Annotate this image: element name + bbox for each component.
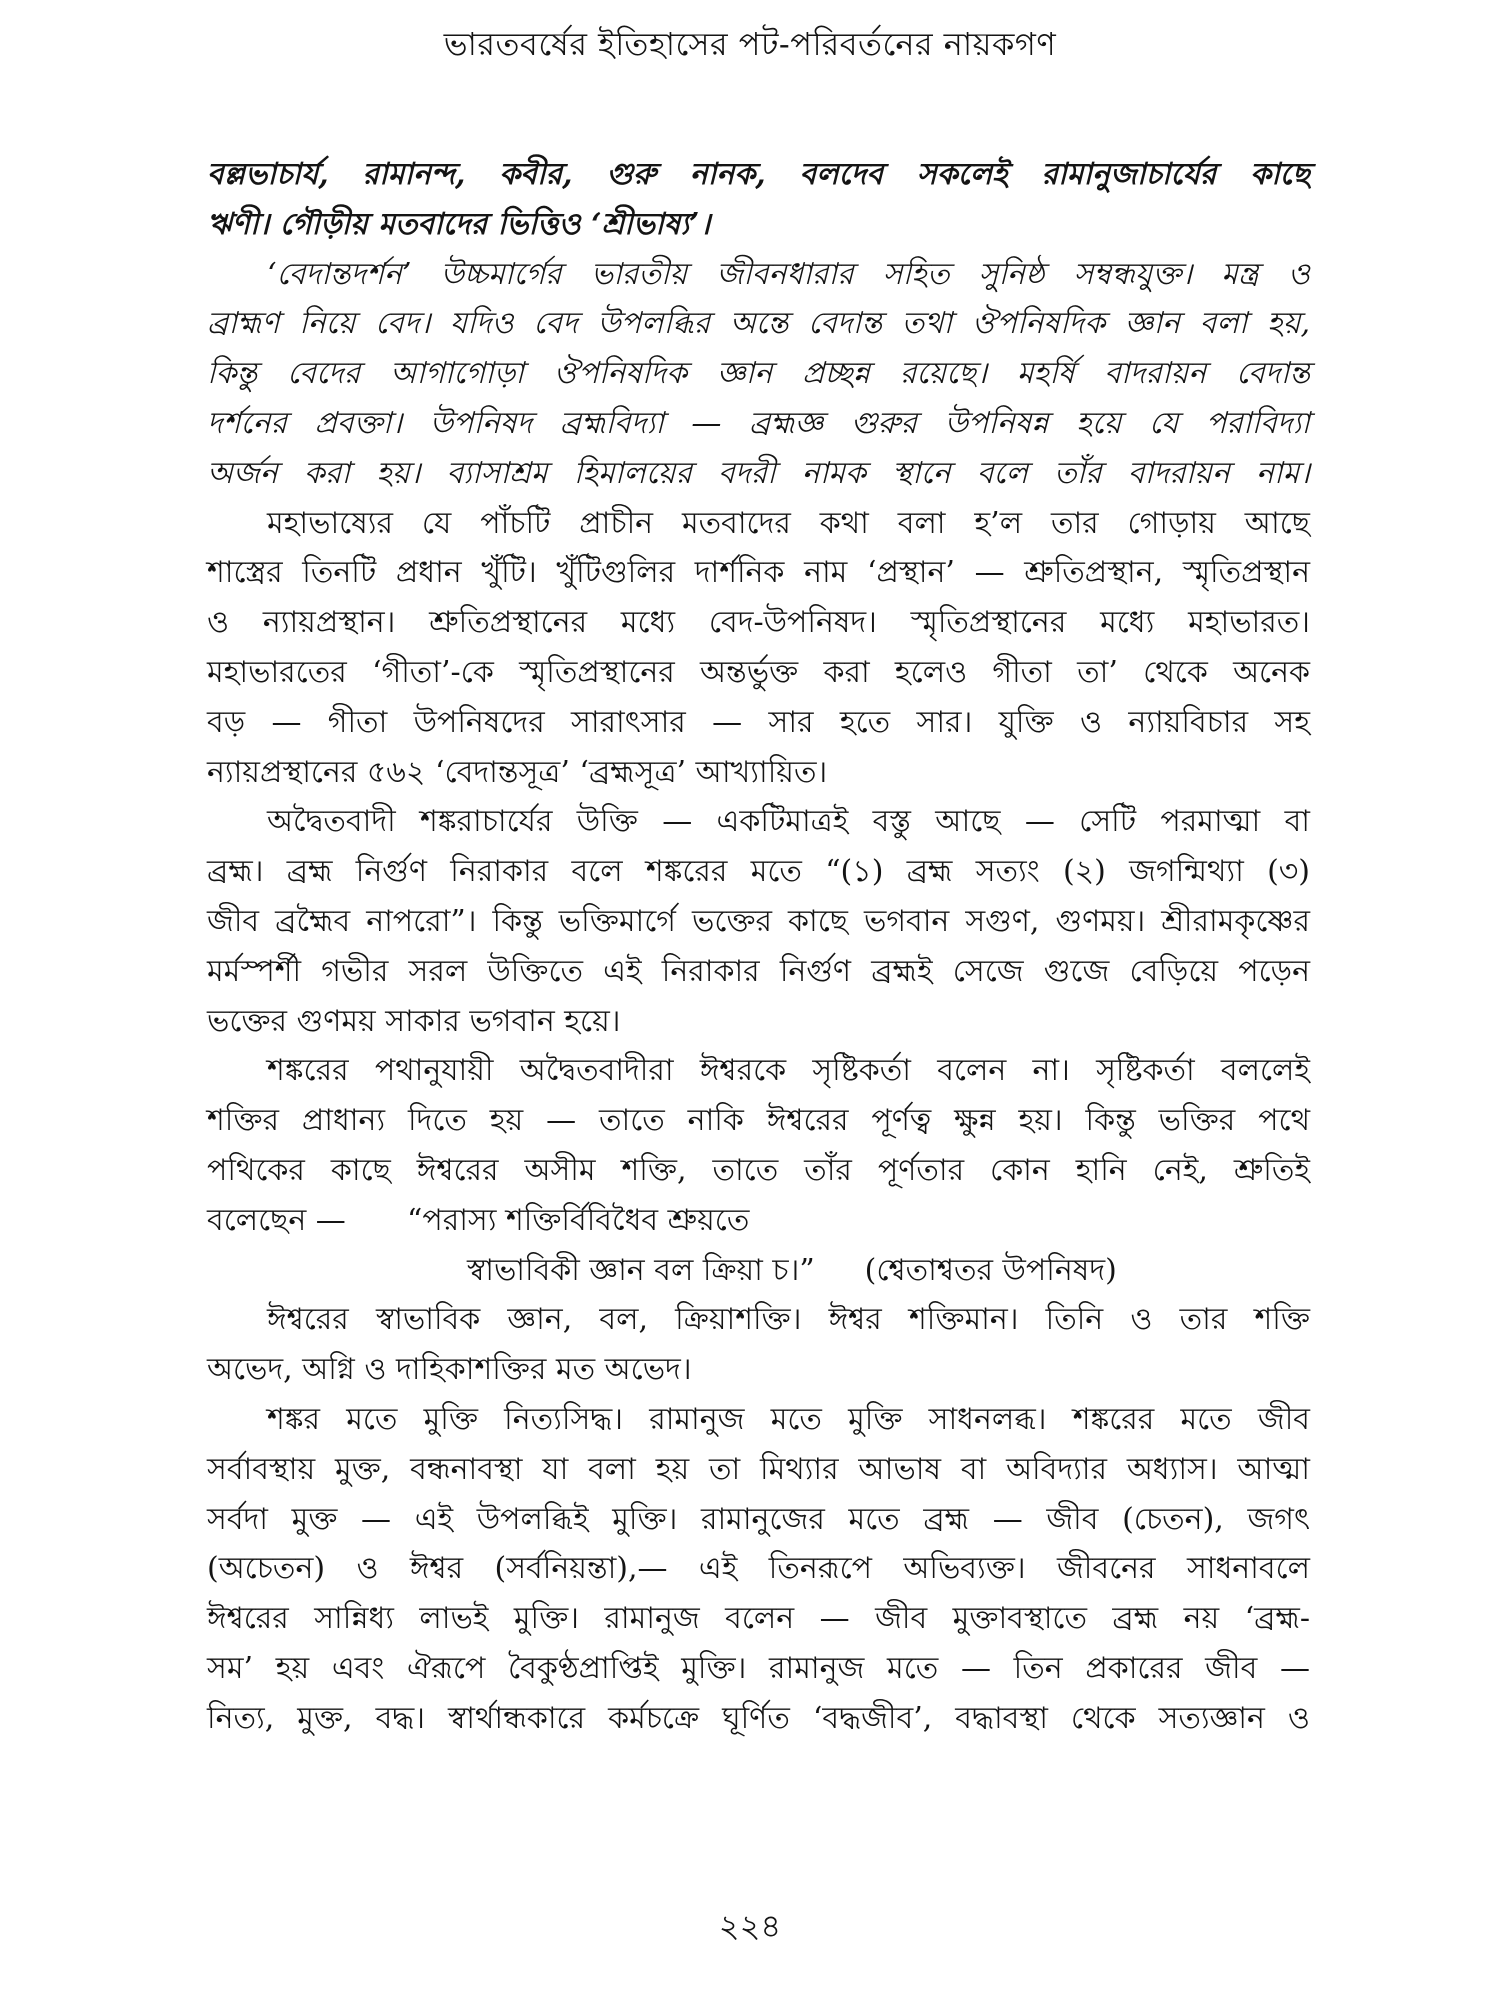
text-line: অভেদ, অগ্নি ও দাহিকাশক্তির মত অভেদ। bbox=[207, 1352, 692, 1388]
text-line: ভক্তের গুণময় সাকার ভগবান হয়ে। bbox=[207, 1003, 621, 1039]
text-line: (অচেতন) ও ঈশ্বর (সর্বনিয়ন্তা),— এই তিনরূপে অভিব্যক্ত। জীবনের সাধনাবলে bbox=[207, 1551, 1310, 1587]
text-line: সর্বাবস্থায় মুক্ত, বন্ধনাবস্থা যা বলা হয় তা মিথ্যার আভাষ বা অবিদ্যার অধ্যাস। আত্মা bbox=[207, 1451, 1310, 1487]
text-line: জীব ব্রহ্মৈব নাপরো”। কিন্তু ভক্তিমার্গে ভক্তের কাছে ভগবান সগুণ, গুণময়। শ্রীরামকৃষ্ণের bbox=[207, 903, 1310, 939]
verse-text: “পরাস্য শক্তির্বিবিধৈব শ্রুয়তে bbox=[407, 1202, 750, 1238]
text-line: মর্মস্পর্শী গভীর সরল উক্তিতে এই নিরাকার নির্গুণ ব্রহ্মই সেজে গুজে বেড়িয়ে পড়েন bbox=[207, 953, 1310, 989]
text-line: কিন্তু বেদের আগাগোড়া ঔপনিষদিক জ্ঞান প্রচ্ছন্ন রয়েছে। মহর্ষি বাদরায়ন বেদান্ত bbox=[207, 356, 1310, 392]
paragraph-3 bbox=[207, 499, 1310, 798]
paragraph-6 bbox=[207, 1295, 1310, 1395]
text-line: সর্বদা মুক্ত — এই উপলব্ধিই মুক্তি। রামানুজের মতে ব্রহ্ম — জীব (চেতন), জগৎ bbox=[207, 1501, 1310, 1537]
running-header: ভারতবর্ষের ইতিহাসের পট-পরিবর্তনের নায়কগণ bbox=[443, 25, 1057, 63]
paragraph-1 bbox=[207, 150, 1310, 250]
text-line: মহাভারতের ‘গীতা’-কে স্মৃতিপ্রস্থানের অন্তর্ভুক্ত করা হলেও গীতা তা’ থেকে অনেক bbox=[207, 654, 1310, 690]
text-line: মহাভাষ্যের যে পাঁচটি প্রাচীন মতবাদের কথা বলা হ’ল তার গোড়ায় আছে bbox=[267, 505, 1310, 541]
text-line: নিত্য, মুক্ত, বদ্ধ। স্বার্থান্ধকারে কর্মচক্রে ঘূর্ণিত ‘বদ্ধজীব’, বদ্ধাবস্থা থেকে সত্যজ্ঞান ও bbox=[207, 1700, 1310, 1736]
text-line: ও ন্যায়প্রস্থান। শ্রুতিপ্রস্থানের মধ্যে বেদ-উপনিষদ। স্মৃতিপ্রস্থানের মধ্যে মহাভারত। bbox=[207, 605, 1310, 641]
text-line: ঈশ্বরের সান্নিধ্য লাভই মুক্তি। রামানুজ বলেন — জীব মুক্তাবস্থাতে ব্রহ্ম নয় ‘ব্রহ্ম- bbox=[207, 1601, 1310, 1637]
text-line: শক্তির প্রাধান্য দিতে হয় — তাতে নাকি ঈশ্বরের পূর্ণত্ব ক্ষুন্ন হয়। কিন্তু ভক্তির পথে bbox=[207, 1103, 1310, 1139]
paragraph-4 bbox=[207, 797, 1310, 1046]
text-line: শাস্ত্রের তিনটি প্রধান খুঁটি। খুঁটিগুলির দার্শনিক নাম ‘প্রস্থান’ — শ্রুতিপ্রস্থান, স্মৃতিপ্রস্থান bbox=[207, 555, 1310, 591]
page-number: ২২৪ bbox=[718, 1907, 782, 1945]
text-line: শঙ্কর মতে মুক্তি নিত্যসিদ্ধ। রামানুজ মতে মুক্তি সাধনলব্ধ। শঙ্করের মতে জীব bbox=[267, 1401, 1310, 1437]
verse-line-1 bbox=[207, 1196, 1310, 1246]
text-line: ঋণী। গৌড়ীয় মতবাদের ভিত্তিও ‘শ্রীভাষ্য’। bbox=[207, 206, 711, 242]
text-line: শঙ্করের পথানুযায়ী অদ্বৈতবাদীরা ঈশ্বরকে সৃষ্টিকর্তা বলেন না। সৃষ্টিকর্তা বললেই bbox=[267, 1053, 1310, 1089]
text-line: বল্লভাচার্য, রামানন্দ, কবীর, গুরু নানক, বলদেব সকলেই রামানুজাচার্যের কাছে bbox=[207, 157, 1310, 192]
text-line: ন্যায়প্রস্থানের ৫৬২ ‘বেদান্তসূত্র’ ‘ব্রহ্মসূত্র’ আখ্যায়িত। bbox=[207, 754, 828, 790]
paragraph-7 bbox=[207, 1395, 1310, 1744]
text-line: অদ্বৈতবাদী শঙ্করাচার্যের উক্তি — একটিমাত্রই বস্তু আছে — সেটি পরমাত্মা বা bbox=[267, 804, 1310, 840]
text-line: ব্রহ্ম। ব্রহ্ম নির্গুণ নিরাকার বলে শঙ্করের মতে “(১) ব্রহ্ম সত্যং (২) জগন্মিথ্যা (৩) bbox=[207, 854, 1310, 890]
text-line: অর্জন করা হয়। ব্যাসাশ্রম হিমালয়ের বদরী নামক স্থানে বলে তাঁর বাদরায়ন নাম। bbox=[207, 455, 1310, 491]
verse-text: স্বাভাবিকী জ্ঞান বল ক্রিয়া চ।” bbox=[467, 1252, 815, 1288]
paragraph-5 bbox=[207, 1046, 1310, 1295]
paragraph-2 bbox=[207, 250, 1310, 499]
text-line: দর্শনের প্রবক্তা। উপনিষদ ব্রহ্মবিদ্যা — ব্রহ্মজ্ঞ গুরুর উপনিষন্ন হয়ে যে পরাবিদ্যা bbox=[207, 405, 1310, 441]
text-line: বড় — গীতা উপনিষদের সারাৎসার — সার হতে সার। যুক্তি ও ন্যায়বিচার সহ bbox=[207, 704, 1310, 740]
verse-line-2 bbox=[207, 1246, 1310, 1296]
text-line: ব্রাহ্মণ নিয়ে বেদ। যদিও বেদ উপলব্ধির অন্তে বেদান্ত তথা ঔপনিষদিক জ্ঞান বলা হয়, bbox=[207, 306, 1310, 342]
text-line: পথিকের কাছে ঈশ্বরের অসীম শক্তি, তাতে তাঁর পূর্ণতার কোন হানি নেই, শ্রুতিই bbox=[207, 1152, 1310, 1188]
text-line: ঈশ্বরের স্বাভাবিক জ্ঞান, বল, ক্রিয়াশক্তি। ঈশ্বর শক্তিমান। তিনি ও তার শক্তি bbox=[267, 1302, 1310, 1338]
verse-citation: (শ্বেতাশ্বতর উপনিষদ) bbox=[864, 1252, 1117, 1288]
text-line: সম’ হয় এবং ঐরূপে বৈকুণ্ঠপ্রাপ্তিই মুক্তি। রামানুজ মতে — তিন প্রকারের জীব — bbox=[207, 1650, 1310, 1686]
body-text bbox=[207, 150, 1310, 1744]
text-line: ‘বেদান্তদর্শন’ উচ্চমার্গের ভারতীয় জীবনধারার সহিত সুনিষ্ঠ সম্বন্ধযুক্ত। মন্ত্র ও bbox=[267, 256, 1310, 292]
verse-lead: বলেছেন — bbox=[207, 1202, 346, 1238]
